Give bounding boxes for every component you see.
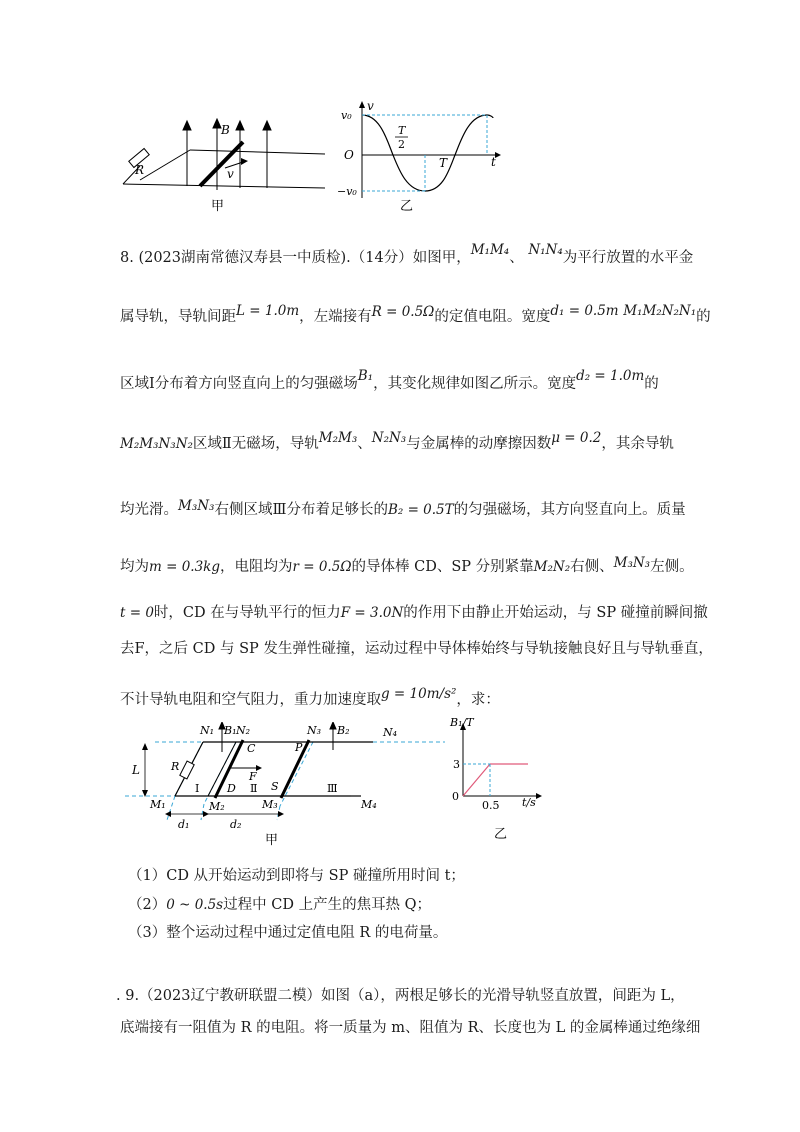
label-B1: B₁: [224, 724, 237, 737]
q9-line-1: . 9.（2023辽宁教研联盟二模）如图（a），两根足够长的光滑导轨竖直放置，间距为 L，: [116, 988, 685, 1004]
figure-top-right: [335, 100, 505, 212]
q8-line-5: 均光滑。M₃N₃右侧区域Ⅲ分布着足够长的B₂ = 0.5T的匀强磁场，其方向竖直向上。质量: [120, 498, 686, 518]
label-N2: N₂: [236, 724, 251, 737]
label-T-frac-den: 2: [398, 138, 405, 151]
label-N4: N₄: [383, 726, 398, 739]
caption-jia-top: 甲: [211, 199, 225, 214]
caption-yi-top: 乙: [400, 199, 414, 212]
q8-line-8: 去F，之后 CD 与 SP 发生弹性碰撞，运动过程中导体棒始终与导轨接触良好且与导轨垂直，: [120, 641, 713, 657]
label-R: R: [135, 163, 145, 177]
q8-line-9: 不计导轨电阻和空气阻力，重力加速度取g = 10m/s²，求：: [120, 686, 500, 708]
label-D: D: [227, 782, 236, 795]
q8-sub-3: （3）整个运动过程中通过定值电阻 R 的电荷量。: [128, 925, 448, 941]
label-II: Ⅱ: [250, 782, 258, 795]
label-M1: M₁: [150, 798, 166, 811]
label-N3: N₃: [307, 724, 322, 737]
label-O: O: [344, 148, 354, 162]
label-P: P: [295, 741, 303, 754]
label-F: F: [249, 770, 257, 783]
label-L: L: [132, 763, 140, 777]
label-T: T: [439, 156, 448, 170]
axis-B1: B₁/T: [450, 716, 474, 729]
label-neg-v0: −v₀: [337, 185, 357, 198]
q8-line-4: M₂M₃N₃N₂区域Ⅱ无磁场，导轨M₂M₃、N₂N₃与金属棒的动摩擦因数μ = 0.2，其余导轨: [120, 430, 674, 452]
label-v0: v₀: [341, 109, 352, 122]
label-M4: M₄: [361, 798, 377, 811]
q8-sub-2: （2）0 ~ 0.5s过程中 CD 上产生的焦耳热 Q；: [128, 897, 432, 913]
q8-sub-1: （1）CD 从开始运动到即将与 SP 碰撞所用时间 t；: [128, 868, 465, 884]
figure-mid-left: [125, 722, 450, 850]
axis-t: t: [491, 155, 496, 169]
label-M2: M₂: [209, 800, 225, 813]
tick-3: 3: [453, 758, 460, 771]
axis-t: t/s: [522, 796, 536, 809]
label-III: Ⅲ: [327, 782, 338, 795]
figure-mid-right: [448, 716, 558, 846]
label-v: v: [227, 167, 234, 181]
label-N1: N₁: [200, 724, 215, 737]
q8-line-7: t = 0时，CD 在与导轨平行的恒力F = 3.0N的作用下由静止开始运动，与 SP 碰撞前瞬间撤: [120, 605, 708, 621]
q8-line-3: 区域Ⅰ分布着方向竖直向上的匀强磁场B₁，其变化规律如图乙所示。宽度d₂ = 1.0m的: [120, 368, 659, 392]
label-S: S: [271, 780, 279, 793]
label-d1: d₁: [178, 818, 190, 831]
tick-origin: 0: [452, 790, 459, 803]
q8-line-1: 8. (2023湖南常德汉寿县一中质检).（14分）如图甲，M₁M₄、 N₁N₄为平行放置的水平金: [120, 242, 694, 266]
label-T-frac-num: T: [398, 124, 406, 137]
label-B2: B₂: [337, 724, 350, 737]
q9-line-2: 底端接有一阻值为 R 的电阻。将一质量为 m、阻值为 R、长度也为 L 的金属棒通过绝缘细: [120, 1020, 701, 1036]
figure-top-left: [115, 118, 330, 218]
label-B: B: [221, 123, 230, 137]
axis-v: v: [367, 100, 374, 113]
q8-line-2: 属导轨，导轨间距L = 1.0m，左端接有R = 0.5Ω的定值电阻。宽度d₁ = 0.5m M₁M₂N₂N₁的: [120, 303, 711, 325]
caption-yi-mid: 乙: [494, 827, 508, 842]
label-R: R: [171, 760, 180, 773]
label-M3: M₃: [262, 798, 278, 811]
label-C: C: [247, 742, 256, 755]
caption-jia-mid: 甲: [265, 833, 279, 848]
q8-line-6: 均为m = 0.3kg，电阻均为r = 0.5Ω的导体棒 CD、SP 分别紧靠M₂N₂右侧、M₃N₃左侧。: [120, 555, 694, 575]
label-d2: d₂: [230, 818, 242, 831]
label-I: Ⅰ: [195, 782, 200, 795]
tick-0.5: 0.5: [482, 799, 500, 812]
